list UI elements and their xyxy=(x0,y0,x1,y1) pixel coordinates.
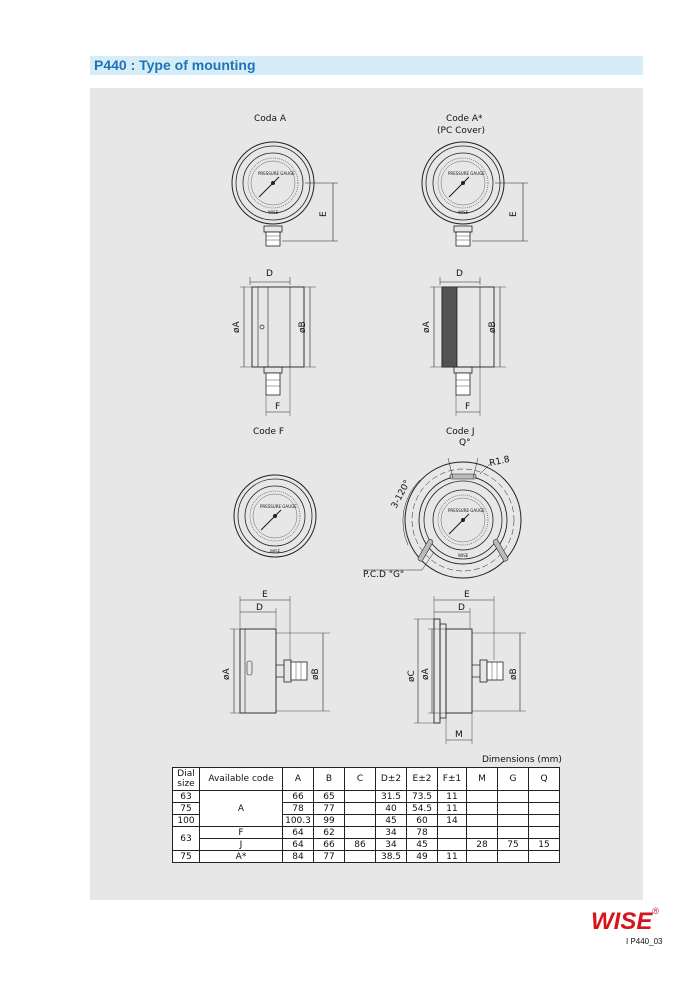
col-dial-size: Dial size xyxy=(173,768,200,791)
table-cell: 75 xyxy=(173,803,200,815)
table-cell xyxy=(529,803,560,815)
table-cell: F xyxy=(200,827,283,839)
dial-brand-text: PRESSURE GAUGE xyxy=(448,171,485,176)
code-j-label: Code J xyxy=(446,427,475,437)
table-cell: 31.5 xyxy=(376,791,407,803)
page-code: I P440_03 xyxy=(626,937,663,946)
table-cell xyxy=(345,791,376,803)
table-cell: 62 xyxy=(314,827,345,839)
dim-phi-a-label: øA xyxy=(232,321,242,333)
table-cell: 75 xyxy=(173,851,200,863)
dim-e-label: E xyxy=(509,211,519,217)
table-cell xyxy=(467,791,498,803)
dim-f-label: F xyxy=(465,402,471,412)
table-cell: 66 xyxy=(283,791,314,803)
table-cell xyxy=(529,791,560,803)
table-cell: 64 xyxy=(283,839,314,851)
table-cell: 65 xyxy=(314,791,345,803)
table-header-row xyxy=(173,768,560,791)
registered-mark: ® xyxy=(652,906,659,916)
table-cell: 78 xyxy=(407,827,438,839)
dim-phi-b-label: øB xyxy=(298,321,308,333)
table-cell xyxy=(467,851,498,863)
code-a-star-front-view xyxy=(422,142,528,246)
dial-brand-text: PRESSURE GAUGE xyxy=(258,171,295,176)
dimensions-table xyxy=(172,767,560,863)
table-cell xyxy=(529,851,560,863)
col-m: M xyxy=(467,768,498,791)
table-cell: 38.5 xyxy=(376,851,407,863)
table-cell: 45 xyxy=(376,815,407,827)
dim-angle-label: 3-120° xyxy=(389,478,414,511)
table-cell xyxy=(529,815,560,827)
col-g: G xyxy=(498,768,529,791)
table-row xyxy=(173,839,560,851)
table-cell: 66 xyxy=(314,839,345,851)
coda-a-front-view xyxy=(232,142,338,246)
table-cell: 75 xyxy=(498,839,529,851)
table-cell: J xyxy=(200,839,283,851)
table-cell xyxy=(345,803,376,815)
table-cell xyxy=(498,803,529,815)
dim-d-label: D xyxy=(458,603,465,613)
col-q: Q xyxy=(529,768,560,791)
dim-d-label: D xyxy=(256,603,263,613)
table-cell: 100.3 xyxy=(283,815,314,827)
code-a-star-label: Code A* xyxy=(446,114,483,124)
table-cell: 28 xyxy=(467,839,498,851)
table-cell: 45 xyxy=(407,839,438,851)
code-a-star-side-view xyxy=(430,277,506,416)
dim-phi-a-label: øA xyxy=(421,668,431,680)
col-available-code: Available code xyxy=(200,768,283,791)
logo-text: WISE xyxy=(591,908,653,935)
dim-phi-b-label: øB xyxy=(311,668,321,680)
col-d: D±2 xyxy=(376,768,407,791)
dim-e-label: E xyxy=(262,590,268,600)
dim-d-label: D xyxy=(266,269,273,279)
table-cell: 78 xyxy=(283,803,314,815)
table-cell: 63 xyxy=(173,827,200,851)
code-f-side-view xyxy=(230,596,330,713)
col-e: E±2 xyxy=(407,768,438,791)
table-cell: 86 xyxy=(345,839,376,851)
dim-q-label: Q° xyxy=(459,438,471,448)
table-cell: 49 xyxy=(407,851,438,863)
col-f: F±1 xyxy=(438,768,467,791)
table-cell: 63 xyxy=(173,791,200,803)
dial-brand-text: PRESSURE GAUGE xyxy=(448,508,485,513)
table-cell: 77 xyxy=(314,851,345,863)
page-title: P440 : Type of mounting xyxy=(94,57,256,73)
table-cell xyxy=(345,815,376,827)
table-cell: A* xyxy=(200,851,283,863)
col-b: B xyxy=(314,768,345,791)
table-cell: 14 xyxy=(438,815,467,827)
table-cell: 100 xyxy=(173,815,200,827)
dial-brand-text: PRESSURE GAUGE xyxy=(260,504,297,509)
table-cell xyxy=(345,851,376,863)
table-cell xyxy=(438,827,467,839)
table-cell: 99 xyxy=(314,815,345,827)
wise-logo xyxy=(591,908,659,936)
table-cell xyxy=(498,815,529,827)
coda-a-side-view xyxy=(240,277,316,416)
dim-phi-b-label: øB xyxy=(509,668,519,680)
table-cell xyxy=(498,791,529,803)
table-cell: 11 xyxy=(438,803,467,815)
dim-e-label: E xyxy=(464,590,470,600)
table-cell: 15 xyxy=(529,839,560,851)
dim-f-label: F xyxy=(275,402,281,412)
dim-d-label: D xyxy=(456,269,463,279)
code-f-label: Code F xyxy=(253,427,285,437)
table-cell: A xyxy=(200,791,283,827)
table-cell: 34 xyxy=(376,839,407,851)
table-cell xyxy=(498,827,529,839)
dim-phi-a-label: øA xyxy=(222,668,232,680)
dim-e-label: E xyxy=(319,211,329,217)
dim-phi-c-label: øC xyxy=(407,670,417,682)
table-cell: 11 xyxy=(438,851,467,863)
table-cell xyxy=(498,851,529,863)
code-j-front-view xyxy=(363,458,521,578)
dim-m-label: M xyxy=(455,730,463,740)
dimensions-caption: Dimensions (mm) xyxy=(482,755,562,765)
dim-r-label: R1.8 xyxy=(488,454,511,469)
table-cell: 84 xyxy=(283,851,314,863)
dial-maker-text: WISE xyxy=(270,549,281,554)
dial-maker-text: WISE xyxy=(458,553,469,558)
table-cell: 11 xyxy=(438,791,467,803)
table-cell: 54.5 xyxy=(407,803,438,815)
table-cell xyxy=(529,827,560,839)
dim-pcd-label: P.C.D "G" xyxy=(363,570,405,580)
coda-a-label: Coda A xyxy=(254,114,287,124)
code-f-front-view xyxy=(234,475,316,557)
dim-phi-b-label: øB xyxy=(488,321,498,333)
col-c: C xyxy=(345,768,376,791)
table-cell: 64 xyxy=(283,827,314,839)
table-cell: 40 xyxy=(376,803,407,815)
table-cell: 73.5 xyxy=(407,791,438,803)
table-cell xyxy=(438,839,467,851)
table-cell xyxy=(467,803,498,815)
table-cell: 60 xyxy=(407,815,438,827)
table-cell xyxy=(467,815,498,827)
dim-phi-a-label: øA xyxy=(422,321,432,333)
table-cell: 77 xyxy=(314,803,345,815)
dial-maker-text: WISE xyxy=(268,210,279,215)
table-row xyxy=(173,851,560,863)
dial-maker-text: WISE xyxy=(458,210,469,215)
col-a: A xyxy=(283,768,314,791)
table-cell xyxy=(345,827,376,839)
table-cell xyxy=(467,827,498,839)
table-cell: 34 xyxy=(376,827,407,839)
code-a-star-sublabel: (PC Cover) xyxy=(437,126,485,136)
table-row xyxy=(173,827,560,839)
table-row xyxy=(173,791,560,803)
